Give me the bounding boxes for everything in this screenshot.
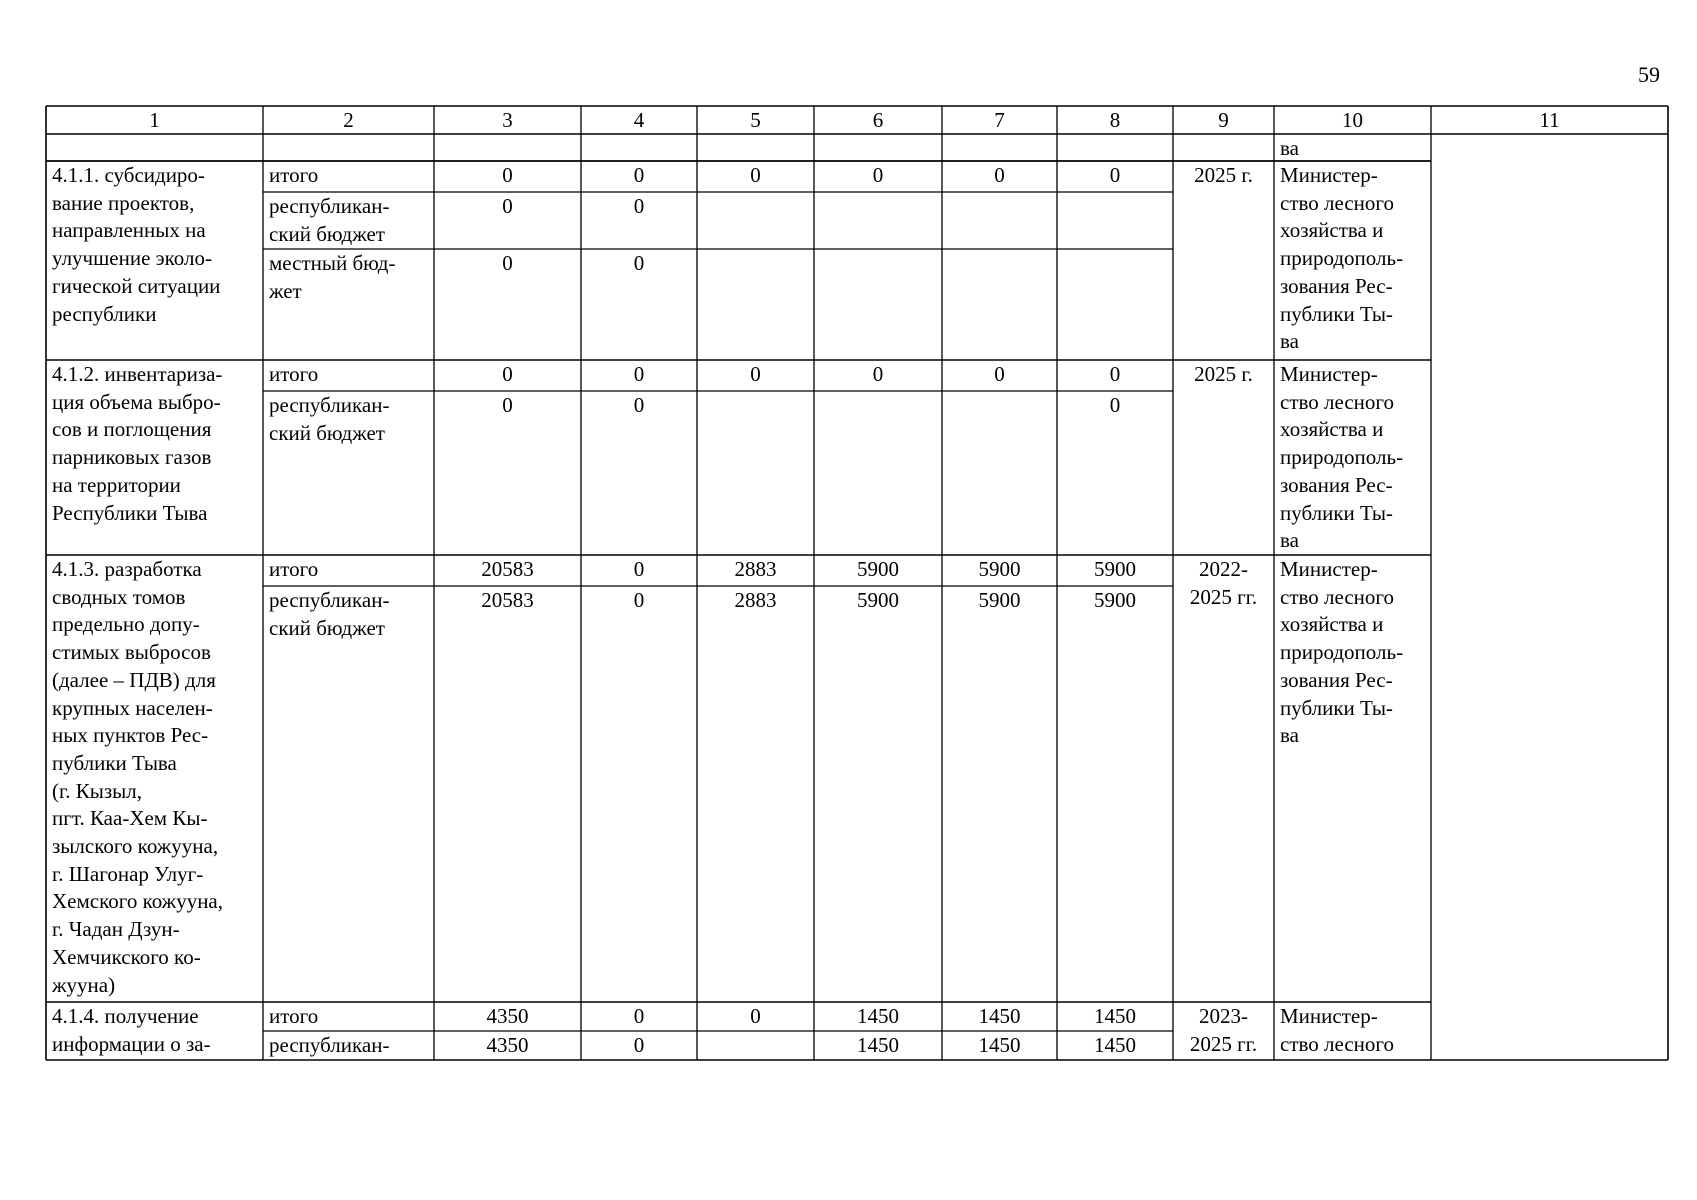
amount-cell-col5 — [697, 193, 814, 250]
amount-cell-col4: 0 — [633, 557, 645, 581]
amount-cell-col5: 0 — [750, 362, 761, 386]
funding-source: итого — [269, 1004, 319, 1028]
amount-cell-col6: 0 — [872, 163, 884, 187]
funding-source: местный бюд- жет — [269, 251, 396, 303]
amount-cell-col8: 5900 — [1094, 557, 1136, 581]
amount-cell-col3: 20583 — [481, 557, 534, 581]
amount-cell-col4: 0 — [633, 251, 645, 275]
amount-cell-col6 — [814, 392, 942, 556]
funding-source: итого — [269, 163, 319, 187]
header-cell-1: 1 — [149, 108, 160, 132]
amount-cell-col7: 1450 — [978, 1033, 1021, 1057]
amount-cell-col4: 0 — [633, 194, 645, 218]
amount-cell-col6: 1450 — [857, 1004, 899, 1028]
amount-cell-col5 — [697, 392, 814, 556]
amount-cell-col5: 2883 — [734, 588, 777, 612]
amount-cell-col5: 0 — [750, 163, 761, 187]
executor-cell: Министер- ство лесного — [1280, 1004, 1394, 1056]
executor-cell: Министер- ство лесного хозяйства и природополь- зования Рес- публики Ты- ва — [1280, 557, 1404, 748]
amount-cell-col7 — [942, 250, 1057, 361]
measure-name: 4.1.2. инвентариза- ция объема выбро- сов и поглощения парниковых газов на территории Республики Тыва — [52, 362, 223, 525]
header-cell-4: 4 — [633, 108, 645, 132]
executor-cell: Министер- ство лесного хозяйства и природополь- зования Рес- публики Ты- ва — [1280, 163, 1404, 354]
amount-cell-col8: 1450 — [1094, 1033, 1136, 1057]
funding-source: республикан- ский бюджет — [269, 393, 390, 445]
executor-cell: Министер- ство лесного хозяйства и природополь- зования Рес- публики Ты- ва — [1280, 362, 1404, 553]
amount-cell-col5: 2883 — [734, 557, 777, 581]
amount-cell-col6 — [814, 250, 942, 361]
period-cell: 2022- 2025 гг. — [1189, 557, 1258, 609]
funding-source: республикан- — [269, 1033, 390, 1057]
measure-name: 4.1.3. разработка сводных томов предельно допу- стимых выбросов (далее – ПДВ) для крупных населен- ных пунктов Рес- публики Тыва (г. Кызыл, пгт. Каа-Хем Кы- зылского кожууна, г. Шагонар Улуг- Хемского кожууна, г. Чадан Дзун- Хемчикского ко- жууна) — [52, 557, 224, 997]
header-cell-3: 3 — [502, 108, 513, 132]
amount-cell-col8: 0 — [1109, 163, 1121, 187]
amount-cell-col8: 1450 — [1094, 1004, 1136, 1028]
page-number: 59 — [1638, 62, 1660, 87]
funding-source: республикан- ский бюджет — [269, 588, 390, 640]
period-cell: 2023- 2025 гг. — [1189, 1004, 1258, 1056]
amount-cell-col6: 0 — [872, 362, 884, 386]
amount-cell-col4: 0 — [633, 163, 645, 187]
amount-cell-col3: 0 — [502, 362, 513, 386]
amount-cell-col7: 0 — [994, 163, 1005, 187]
amount-cell-col3: 4350 — [486, 1033, 529, 1057]
amount-cell-col4: 0 — [633, 393, 645, 417]
amount-cell-col6: 1450 — [857, 1033, 899, 1057]
funding-source: итого — [269, 557, 319, 581]
funding-source: итого — [269, 362, 319, 386]
amount-cell-col8: 5900 — [1094, 588, 1136, 612]
amount-cell-col5 — [697, 250, 814, 361]
amount-cell-col3: 4350 — [486, 1004, 529, 1028]
amount-cell-col3: 0 — [502, 251, 513, 275]
header-cell-2: 2 — [343, 108, 354, 132]
header-cell-8: 8 — [1109, 108, 1121, 132]
amount-cell-col4: 0 — [633, 588, 645, 612]
header-cell-7: 7 — [994, 108, 1005, 132]
header-cell-6: 6 — [872, 108, 884, 132]
amount-cell-col7: 0 — [994, 362, 1005, 386]
measure-name: 4.1.1. субсидиро- вание проектов, направленных на улучшение эколо- гической ситуации республики — [52, 163, 221, 326]
amount-cell-col8: 0 — [1109, 393, 1121, 417]
amount-cell-col8 — [1057, 250, 1173, 361]
amount-cell-col3: 20583 — [481, 588, 534, 612]
amount-cell-col4: 0 — [633, 1004, 645, 1028]
amount-cell-col7 — [942, 392, 1057, 556]
header-cell-10: 10 — [1342, 108, 1363, 132]
amount-cell-col6 — [814, 193, 942, 250]
measure-name: 4.1.4. получение информации о за- — [52, 1004, 211, 1056]
amount-cell-col7 — [942, 193, 1057, 250]
funding-source: республикан- ский бюджет — [269, 194, 390, 246]
amount-cell-col6: 5900 — [857, 588, 899, 612]
amount-cell-col5 — [697, 1032, 814, 1061]
amount-cell-col4: 0 — [633, 1033, 645, 1057]
period-cell: 2025 г. — [1194, 362, 1253, 386]
amount-cell-col7: 5900 — [978, 557, 1021, 581]
executor-carryover: ва — [1280, 136, 1299, 160]
header-cell-9: 9 — [1218, 108, 1229, 132]
amount-cell-col8 — [1057, 193, 1173, 250]
amount-cell-col4: 0 — [633, 362, 645, 386]
amount-cell-col7: 5900 — [978, 588, 1021, 612]
amount-cell-col3: 0 — [502, 163, 513, 187]
amount-cell-col7: 1450 — [978, 1004, 1021, 1028]
header-cell-11: 11 — [1539, 108, 1560, 132]
amount-cell-col3: 0 — [502, 194, 513, 218]
period-cell: 2025 г. — [1194, 163, 1253, 187]
amount-cell-col8: 0 — [1109, 362, 1121, 386]
amount-cell-col5: 0 — [750, 1004, 761, 1028]
amount-cell-col3: 0 — [502, 393, 513, 417]
amount-cell-col6: 5900 — [857, 557, 899, 581]
header-cell-5: 5 — [750, 108, 761, 132]
